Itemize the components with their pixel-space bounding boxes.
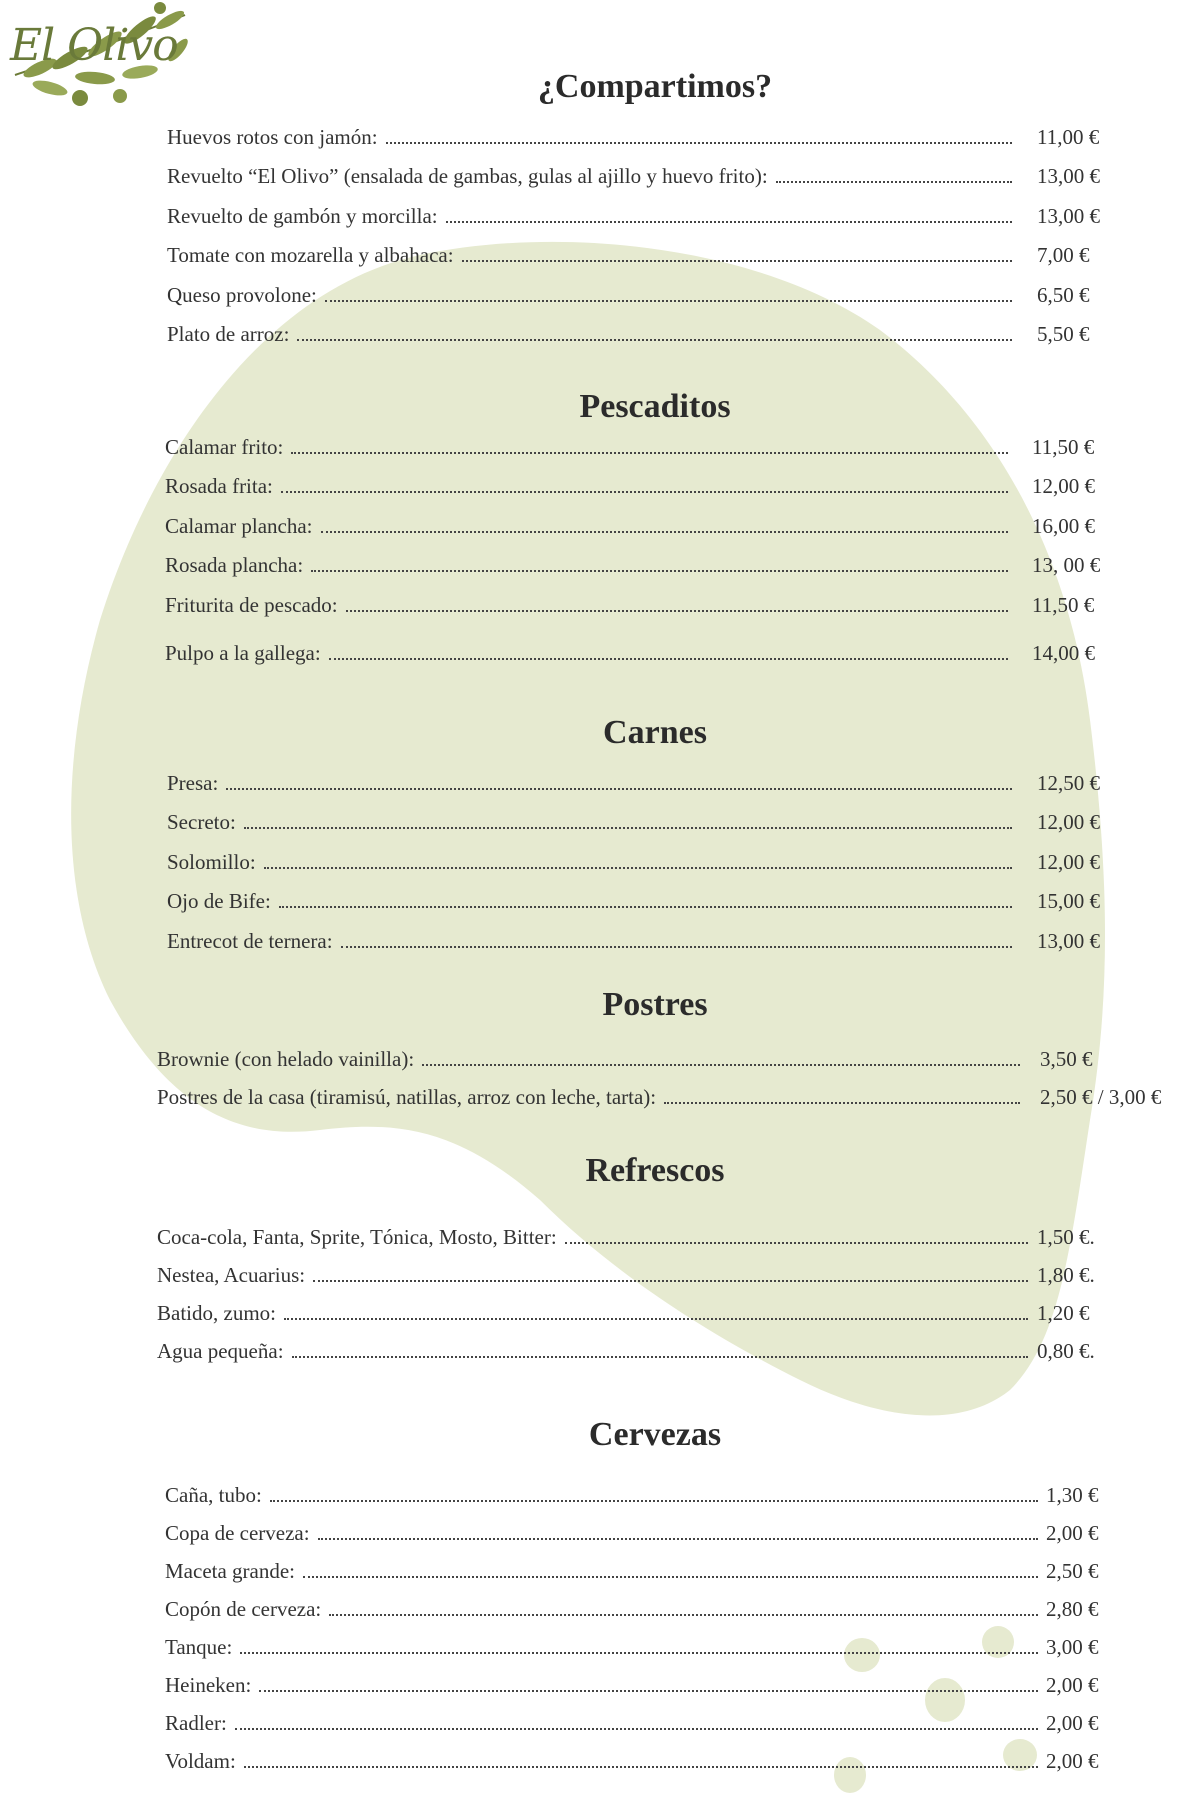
dotted-leader [341,946,1012,948]
menu-item-row [157,1336,1095,1364]
menu-item-price: 11,00 € [1037,125,1100,149]
menu-item-name: Calamar frito: [165,435,284,459]
dotted-leader [235,1728,1038,1730]
menu-item-name: Entrecot de ternera: [167,929,333,953]
section-title-refrescos: Refrescos [585,1152,725,1189]
menu-item-name: Maceta grande: [165,1559,296,1583]
menu-item-name: Huevos rotos con jamón: [167,125,378,149]
dotted-leader [386,142,1012,144]
menu-item-name: Heineken: [165,1673,252,1697]
menu-item-row [167,201,1100,229]
menu-item-price: 13,00 € [1037,164,1100,188]
menu-item-name: Revuelto “El Olivo” (ensalada de gambas, gulas al ajillo y huevo frito): [167,164,768,188]
menu-item-price: 1,50 €. [1037,1225,1095,1249]
menu-item-row [165,432,1095,460]
dotted-leader [244,827,1012,829]
menu-item-price: 1,80 €. [1037,1263,1095,1287]
menu-item-row [165,638,1095,666]
menu-item-name: Postres de la casa (tiramisú, natillas, arroz con leche, tarta): [157,1085,657,1109]
menu-item-price: 2,00 € [1046,1521,1099,1545]
menu-item-row [167,122,1100,150]
menu-item-name: Calamar plancha: [165,514,313,538]
dotted-leader [240,1652,1038,1654]
dotted-leader [279,906,1012,908]
menu-item-price: 12,50 € [1037,771,1100,795]
dotted-leader [264,867,1012,869]
menu-item-name: Secreto: [167,810,236,834]
dotted-leader [325,300,1012,302]
menu-item-row [165,550,1101,578]
dotted-leader [284,1318,1028,1320]
menu-item-name: Queso provolone: [167,283,317,307]
menu-item-row [165,1556,1099,1584]
dotted-leader [565,1242,1028,1244]
menu-item-row [165,471,1095,499]
menu-item-price: 13, 00 € [1032,553,1101,577]
menu-item-price: 2,80 € [1046,1597,1099,1621]
dotted-leader [281,491,1008,493]
dotted-leader [318,1538,1038,1540]
menu-item-row [165,1518,1099,1546]
menu-item-name: Coca-cola, Fanta, Sprite, Tónica, Mosto, Bitter: [157,1225,557,1249]
menu-item-price: 16,00 € [1032,514,1095,538]
menu-item-name: Presa: [167,771,219,795]
dotted-leader [321,531,1008,533]
menu-item-row [157,1082,1162,1110]
menu-item-price: 5,50 € [1037,322,1090,346]
dotted-leader [259,1690,1038,1692]
dotted-leader [462,260,1012,262]
menu-item-price: 12,00 € [1037,810,1100,834]
menu-item-row [167,161,1100,189]
menu-item-row [167,886,1100,914]
menu-item-name: Voldam: [165,1749,236,1773]
dotted-leader [226,788,1012,790]
dotted-leader [329,1614,1038,1616]
dotted-leader [313,1280,1028,1282]
menu-item-price: 13,00 € [1037,929,1100,953]
menu-item-row [165,1670,1099,1698]
menu-item-price: 2,00 € [1046,1711,1099,1735]
menu-item-name: Brownie (con helado vainilla): [157,1047,415,1071]
menu-item-price: 2,00 € [1046,1673,1099,1697]
menu-item-row [165,1746,1099,1774]
dotted-leader [422,1064,1020,1066]
section-title-compartimos: ¿Compartimos? [537,68,773,105]
menu-item-row [167,280,1090,308]
menu-item-name: Pulpo a la gallega: [165,641,321,665]
dotted-leader [346,610,1008,612]
menu-item-price: 3,00 € [1046,1635,1099,1659]
menu-item-price: 12,00 € [1037,850,1100,874]
menu-item-row [157,1222,1095,1250]
dotted-leader [446,221,1012,223]
menu-item-row [167,768,1100,796]
menu-item-row [167,807,1100,835]
menu-item-name: Caña, tubo: [165,1483,262,1507]
menu-item-price: 15,00 € [1037,889,1100,913]
dotted-leader [292,1356,1028,1358]
section-title-carnes: Carnes [603,714,707,751]
menu-item-row [167,926,1100,954]
menu-item-row [165,1480,1099,1508]
menu-item-name: Radler: [165,1711,227,1735]
menu-item-price: 1,30 € [1046,1483,1099,1507]
menu-item-row [167,319,1090,347]
menu-item-name: Friturita de pescado: [165,593,338,617]
menu-item-price: 2,50 € [1046,1559,1099,1583]
menu-item-price: 3,50 € [1040,1047,1093,1071]
menu-item-row [157,1298,1090,1326]
dotted-leader [244,1766,1038,1768]
dotted-leader [291,452,1008,454]
menu-item-name: Copa de cerveza: [165,1521,310,1545]
dotted-leader [270,1500,1038,1502]
menu-item-row [167,240,1090,268]
menu-item-row [157,1044,1093,1072]
menu-item-row [157,1260,1095,1288]
logo-wordmark: El Olivo [10,20,178,71]
menu-item-price: 13,00 € [1037,204,1100,228]
menu-item-price: 7,00 € [1037,243,1090,267]
menu-item-row [165,1594,1099,1622]
menu-item-price: 1,20 € [1037,1301,1090,1325]
menu-item-price: 11,50 € [1032,435,1095,459]
menu-item-price: 12,00 € [1032,474,1095,498]
section-title-postres: Postres [602,986,708,1023]
menu-item-row [165,1708,1099,1736]
menu-item-price: 2,50 € / 3,00 € [1040,1085,1162,1109]
dotted-leader [776,181,1012,183]
menu-item-row [167,847,1100,875]
menu-item-price: 6,50 € [1037,283,1090,307]
dotted-leader [303,1576,1038,1578]
menu-item-name: Agua pequeña: [157,1339,284,1363]
menu-item-name: Tomate con mozarella y albahaca: [167,243,454,267]
menu-item-row [165,590,1095,618]
menu-item-name: Copón de cerveza: [165,1597,322,1621]
section-title-cervezas: Cervezas [588,1416,722,1453]
menu-item-name: Plato de arroz: [167,322,290,346]
menu-item-name: Revuelto de gambón y morcilla: [167,204,438,228]
dotted-leader [329,658,1008,660]
menu-item-name: Ojo de Bife: [167,889,271,913]
menu-item-price: 0,80 €. [1037,1339,1095,1363]
dotted-leader [311,570,1008,572]
menu-item-row [165,1632,1099,1660]
dotted-leader [664,1102,1020,1104]
menu-item-row [165,511,1095,539]
menu-item-price: 11,50 € [1032,593,1095,617]
menu-item-name: Solomillo: [167,850,256,874]
menu-item-price: 2,00 € [1046,1749,1099,1773]
menu-item-name: Batido, zumo: [157,1301,276,1325]
menu-item-price: 14,00 € [1032,641,1095,665]
section-title-pescaditos: Pescaditos [579,388,731,425]
dotted-leader [297,339,1012,341]
menu-item-name: Rosada frita: [165,474,273,498]
menu-item-name: Nestea, Acuarius: [157,1263,306,1287]
menu-item-name: Tanque: [165,1635,233,1659]
menu-item-name: Rosada plancha: [165,553,304,577]
